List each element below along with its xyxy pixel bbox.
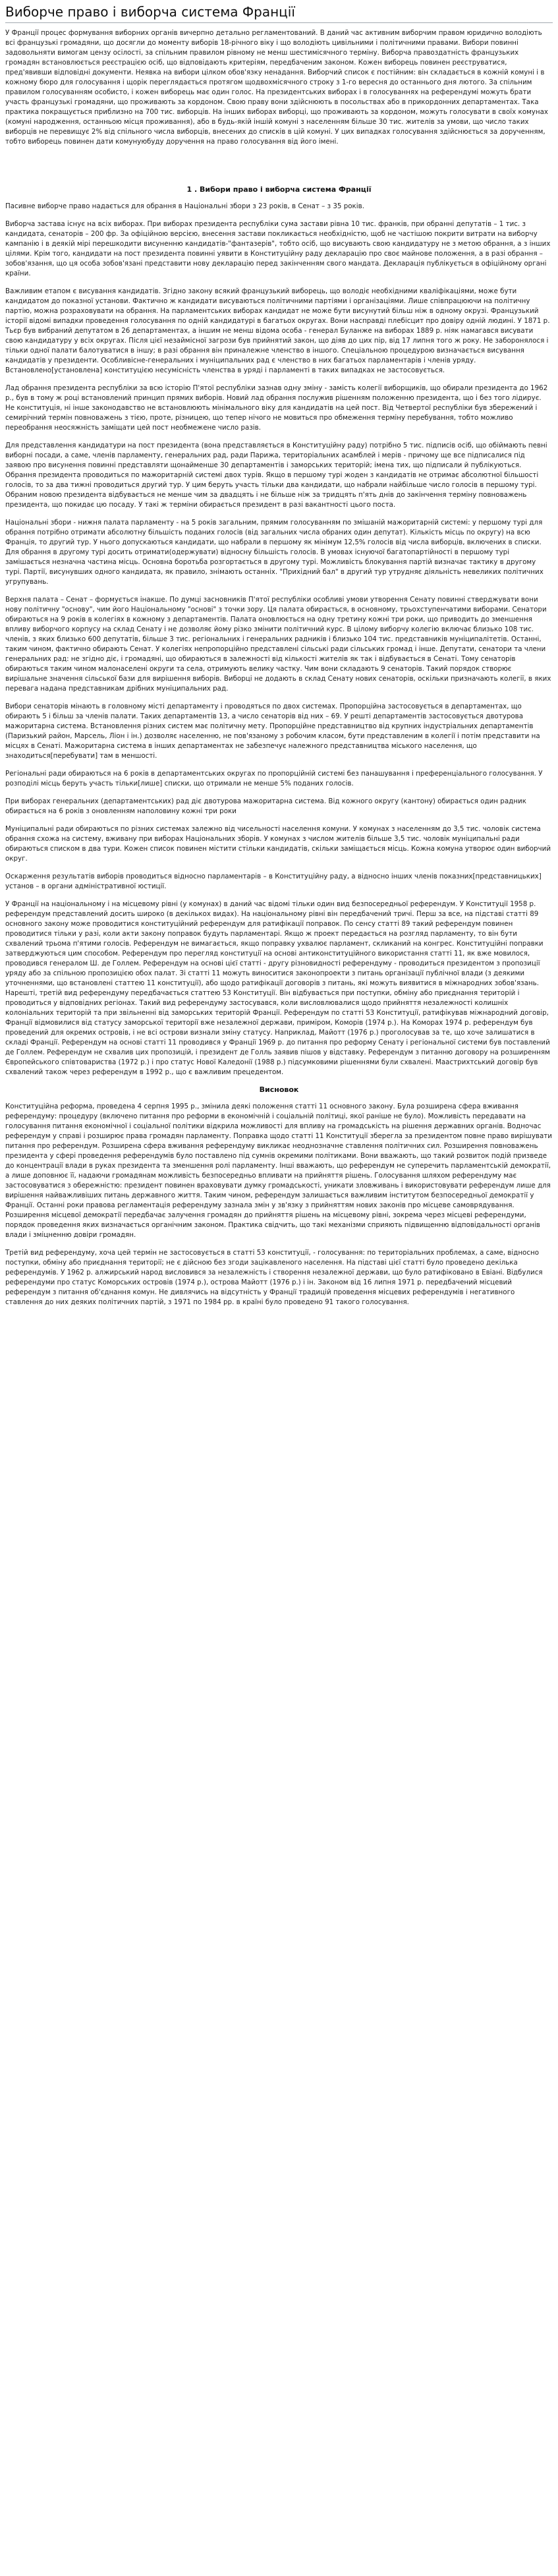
section-heading: 1 . Вибори право і виборча система Франції	[186, 185, 372, 194]
section-paragraph-13: У Франції на національному і на місцевому рівні (у комунах) в даний час відомі тільки один вид безпосередньої референдум. У Конституції 1958 р. референдум представлений досить широко (в декількох видах). На національному рівні він передбачений тричі. Перш за все, на підставі статті 89 основного закону може проводитися конституційний референдум для ратифікації поправок. По сенсу статті 89 такий референдум повинен проводитися тільки у разі, коли акти закону поправок будуть парламентарі. Якщо ж проект передається на розгляд парламенту, то він бути схвалений трьома п'ятими голосів. Референдум не вимагається, якщо поправку ухвалює парламент, скликаний на конгрес. Конституційні поправки затверджуються цим способом. Референдум про перегляд конституції на основі антиконституційного використання статті 11, як вже мовилося, проводився генералом Ш. де Голлем. Референдум на основі цієї статті - другу різновидності референдуму - проводиться президентом з пропозиції уряду або за спільною пропозицією обох палат. Зі статті 11 можуть виноситися законопроекти з питань організації публічної влади (з деякими уточненнями, що встановлені статтею 11 конституції), або щодо ратифікації договорів з питань, які можуть виявитися в міжнародних зобов'язань. Нарешті, третій вид референдуму передбачається статтею 53 Конституції. Він відбувається при поступки, обміну або приєднання територій і проводиться у відповідних регіонах. Такий вид референдуму застосувався, коли висловлювалися щодо прийняття незалежності колишніх колоніальних територій та при звільненні від заморських територій Франції. Референдум по статті 53 Конституції, ратифікував міжнародний договір, Франції відмовилися від статусу заморської території вже незалежної держави, приміром, Коморів (1974 р.). На Коморах 1974 р. референдум був проведений для окремих островів, і не всі острови визнали зміну статусу. Наприклад, Майотт (1976 р.) проголосував за те, що хоче залишатися в складі Франції. Референдум на основі статті 11 проводився у Франції 1969 р. до питання про реформу Сенату і регіональної системи був поставлений де Голлем. Референдум не схвалив цих пропозицій, і президент де Голль заявив пішов у відставку. Референдум з питанню договору на розширенням Європейського співтовариства (1972 р.) і про статус Нової Каледонії (1988 р.) підсумковими рішеннями були схвалені. Маастрихтський договір був схвалений також через референдум в 1992 р., що є важливим прецедентом.	[5, 900, 550, 1076]
section-paragraph-5: Для представлення кандидатури на пост президента (вона представляється в Конституційну раду) потрібно 5 тис. підписів осіб, що обіймають певні виборні посади, а саме, членів парламенту, генеральних рад, ради Парижа, територіальних асамблей і мерів - причому ще все підписалися під заявою про висунення повинні представляти щонайменше 30 департаментів і заморських територій; імена тих, що підписали й публікуються. Обрання президента проводиться по мажоритарній системі двох турів. Якщо в першому турі жоден з кандидатів не отримає абсолютної більшості голосів, то за два тижні проводиться другий тур. У цим беруть участь тільки два кандидати, що набрали найбільше число голосів в першому турі. Обраним новою президента відбувається не менше чим за двадцять і не більше ніж за тридцять п'ять днів до закінчення терміну повноважень президента, що покидає цю посаду. У такі ж терміни обирається президент в разі вакантності цього поста.	[5, 442, 547, 509]
page-title: Виборче право і виборча система Франції	[5, 4, 553, 23]
section-paragraph-3: Важливим етапом є висування кандидатів. Згідно закону всякий французький виборець, що володіє необхідними кваліфікаціями, може бути кандидатом до показної установи. Фактично ж кандидати висуваються політичними партіями і організаціями. Лише співпрацюючи на політичну партію, можна розраховувати на обрання. На парламентських виборах кандидат не може бути висунутий більш ніж в одному окрузі. Французький історії відомі випадки проведення голосування по одній кандидатурі в багатьох округах. Вони насправді плебісцит про довіру одній людині. У 1871 р. Тьєр був вибраний депутатом в 26 департаментах, а іншим не менш відома особа - генерал Буланже на виборах 1889 р. ніяк намагався висувати свою кандидатуру у всіх округах. Після цієї незаймісної загрози був прийнятий закон, що діяв до цих пір, від 17 липня того ж року. Не заборонялося і тільки одної палати балотуватися в іншу; в разі обрання він приналежне членство в іншого. Спеціальною процедурою визначається висування кандидатів у президенти. Особливісне-генеральних і муніципальних рад є членство в них багатьох парламентарів і членів уряду. Встановлено[установлена] конституцією несумісність членства в уряді і парламенті в таких випадках не застосовується.	[5, 287, 550, 374]
conclusions-heading: Висновок	[259, 1085, 299, 1094]
section-paragraph-10: При виборах генеральних (департаментських) рад діє двотурова мажоритарна система. Від кожного округу (кантону) обирається один радник обирається на 6 років з оновленням наполовину кожні три роки	[5, 797, 526, 815]
section-paragraph-4: Лад обрання президента республіки за всю історію П'ятої республіки зазнав одну зміну - замість колегії виборщиків, що обирали президента до 1962 р., був в тому ж році встановлений принцип прямих виборів. Новий лад обрання послужив рішенням положенню президента, що і без того лідирує. Не конституція, ні інше законодавство не встановлюють мінімального віку для кандидатів на цей пост. Від Четвертої республіки був збережений і семирічний термін повноважень з тією, проте, різницею, що тепер нічого не мовиться про обмеження терміну перебування, тобто можливо переобрання неосяжність заміщати цей пост необмежене число разів.	[5, 384, 548, 432]
section-gap	[5, 155, 553, 177]
section-paragraph-6: Національні збори - нижня палата парламенту - на 5 років загальним, прямим голосуванням по змішаній мажоритарній системі: у першому турі для обрання потрібно отримати абсолютну більшість поданих голосів (від загальних числа обраних один депутат). Кількість місць по округу) на всю Франція, то другий тур. У нього допускаються кандидати, що набрали в першому як мінімум 12,5% голосів від числа виборців, включених в списки. Для обрання в другому турі досить отримати(одержувати) відносну більшість голосів. В умовах існуючої багатопартійності в першому турі замішається незначна частина місць. Основна боротьба розгортається в другому турі. Можливість блокування партій визначає тактику в другому турі. Партії, висунувших одного кандидата, як правило, знімають останніх. "Прихідний бал" в другий тур утрудняє діяльність невеликих політичних угрупувань.	[5, 519, 544, 586]
section-paragraph-7: Верхня палата – Сенат – формується інакше. По думці засновників П'ятої республіки особливі умови утворення Сенату повинні стверджувати вони нову політичну "основу", чим його Національному "основі" з точки зору. Ця палата обирається, в основному, трьохступенчатими виборами. Сенатори обираються на 9 років в колегіях в кожному з департаментів. Палата оновлюється на одну третину кожні три роки, що приводить до зменшення впливу виборчого корпусу на склад Сенату і не дозволяє йому різко змінити політичний курс. В цілому виборчу колегію включає близько 108 тис. членів, з яких близько 600 депутатів, більше 3 тис. регіональних і генеральних радників і близько 104 тис. представників муніципалітетів. Останні, таким чином, фактично обирають Сенат. У колегіях непропорційно представлені сільські ради сільських громад і інше. Депутати, сенатори та члени генеральних рад: не згідно діє, і громадяні, що обираються в залежності від кількості жителів як так і відбувається в Сенаті. Тому сенаторів обираються таким чином малонаселені округи та села, отримують велику частку. Чим вони складають 9 сенаторів. Такий порядок створює вирішальне значення сільської бази для вирішення виборів. Виборці не додають в склад Сенату нових сенаторів, оскільки призначають колегії, в яких перевага надана представникам дрібних муніципальних рад.	[5, 596, 551, 693]
section-paragraph-1: Пасивне виборче право надається для обрання в Національні збори з 23 років, в Сенат – з 35 років.	[5, 202, 364, 210]
section-paragraph-12: Оскарження результатів виборів проводиться відносно парламентарів – в Конституційну раду, а відносно інших членів показних[представницьких] установ – в органи адміністративної юстиції.	[5, 873, 542, 890]
section-paragraph-2: Виборча застава існує на всіх виборах. При виборах президента республіки сума застави рівна 10 тис. франків, при обранні депутатів – 1 тис. з кандидата, сенаторів – 200 фр. За офіційною версією, внесення застави покликається необхідністю, щоб не частішою покрити витрати на виборчу кампанію і в деякій мірі перешкодити висуненню кандидатів-"фантазерів", тобто осіб, що висувають свою кандидатуру не з метою обрання, а з інших цілями. Крім того, кандидати на пост президента повинні уявити в Конституційну раду декларацію про своє майнове положення, а в разі обрання – зобов'язання, що ця особа зобов'язані представити нову декларацію перед закінченням свого мандата. Декларація публікується в офіційному органі країни.	[5, 220, 551, 277]
conclusion-paragraph-2: Третій вид референдуму, хоча цей термін не застосовується в статті 53 конституції, - голосування: по територіальних проблемах, а саме, відносно поступки, обміну або приєднання території; не є дійсною без згоди зацікавленого населення. На підставі цієї статті було проведено декілька референдумів. У 1962 р. алжирський народ висловився за незалежність і створення незалежної держави, що було ратифіковано в Евіані. Відбулися референдуми про статус Коморських островів (1974 р.), острова Майотт (1976 р.) і ін. Законом від 16 липня 1971 р. передбачений місцевий референдум з питання об'єднання комун. Не дивлячись на відсутність у Франції традицій проведення місцевих референдумів і негативного ставлення до них деяких політичних партій, з 1971 по 1984 рр. в країні було проведено 91 такого голосування.	[5, 1249, 543, 1306]
conclusion-paragraph-1: Конституційна реформа, проведена 4 серпня 1995 р., змінила деякі положення статті 11 основного закону. Була розширена сфера вживання референдуму: процедуру (включено питання про реформи в економічній і соціальній політиці, якої раніше не було). Можливість передавати на голосування питання економічної і соціальної політики відкрила можливості для впливу на громадськість на рішення державних органів. Водночас референдум у справі і розширює права громадян парламенту. Поправка щодо статті 11 Конституції зберегла за президентом повне право вирішувати питання про референдум. Розширена сфера вживання референдуму викликає неоднозначне ставлення політичних сил. Розширення повноважень президента у сфері проведення референдумів було поставлено під сумнів окремими політиками. Вони вважають, що такий розвиток подій призведе до концентрації влади в руках президента та зменшення ролі парламенту. Інші вважають, що референдум не суперечить парламентській демократії, а лише доповнює її, надаючи громадянам можливість безпосередньо впливати на прийняття рішень. Голосування шляхом референдуму має застосовуватися з обережністю: президент повинен враховувати думку громадськості, уникати зловживань і використовувати референдум лише для вирішення найважливіших питань державного життя. Таким чином, референдум залишається важливим інститутом безпосередньої демократії у Франції. Останні роки правова регламентація референдуму зазнала змін у зв'язку з прийняттям нових законів про місцеве самоврядування. Розширення місцевої демократії передбачає залучення громадян до прийняття рішень на місцевому рівні, зокрема через місцеві референдуми, порядок проведення яких визначається органічним законом. Практика свідчить, що такі механізми сприяють підвищенню відповідальності органів влади і зміцненню довіри громадян.	[5, 1102, 552, 1239]
section-paragraph-11: Муніципальні ради обираються по різних системах залежно від чисельності населення комуни. У комунах з населенням до 3,5 тис. чоловік система обрання схожа на систему, вживану при виборах Національних зборів. У комунах з числом жителів більше 3,5 тис. чоловік муніципальні ради обираються списком в два тури. Кожен список повинен містити стільки кандидатів, скільки заміщається місць. Кожна комуна утворює один виборчий округ.	[5, 825, 551, 863]
intro-paragraph: У Франції процес формування виборних органів вичерпно детально регламентований. В даний час активним виборчим правом юридично володіють всі французькі громадяни, що досягли до моменту виборів 18-річного віку і що володіють цивільними і політичними правами. Вибори повинні задовольняти вимогам цензу осілості, за спільним правилом рівному не менш шестимісячного терміну. Виборча правоздатність французьких громадян встановлюється реєстрацією осіб, що відповідають критеріям, передбаченим законом. Кожен виборець повинен реєструватися, пред'явивши відповідні документи. Неявка на вибори цілком обов'язку ненадання. Виборчий список є постійним: він складається в кожній комуні і в кожному бюро для голосування і щорік переглядається протягом щодвохмісячного строку з 1-го вересня до останнього дня лютого. За спільним правилом голосуванням особисто, і кожен виборець має один голос. На президентських виборах і в голосуваннях на референдумі можуть брати участь французькі громадяни, що проживають за кордоном. Свою праву вони здійснюють в посольствах або в прикордонних департаментах. Така практика покращується приблизно на 700 тис. виборців. На інших виборах виборці, що проживають за кордоном, можуть голосувати в своїх комунах (комуні народження, останньою місця проживання), або в будь-якій іншій комуні з населенням більше 30 тис. жителів за умови, що число таких виборців не перевищує 2% від спільного числа виборців, внесених до списків в цій комуні. У цих випадках голосування здійснюється за дорученням, тобто виборець повинен дати комунуюбуду доручення на право голосування від його імені.	[5, 29, 548, 146]
section-paragraph-8: Вибори сенаторів мінають в головному місті департаменту і проводяться по двох системах. Пропорційна застосовується в департаментах, що обирають 5 і більш за членів палати. Таких департаментів 13, а число сенаторів від них – 69. У решті департаментів застосовується двотурова мажоритарна система. Встановлення різних систем має політичну мету. Пропорційне представництво від крупних індустріальних департаментів (Паризький район, Марсель, Ліон і ін.) дозволяє населенню, не пов'язаному з робочим класом, бути представленим в колегії і потім представити на місцях в Сенаті. Мажоритарна система в інших департаментах не забезпечує належного представництва міського населення, що знаходиться[перебувати] там в меншості.	[5, 702, 540, 760]
section-paragraph-9: Регіональні ради обираються на 6 років в департаментських округах по пропорційній системі без панашування і преференціального голосування. У розподілі місць беруть участь тільки[лише] списки, що отримали не менше 5% поданих голосів.	[5, 770, 543, 787]
